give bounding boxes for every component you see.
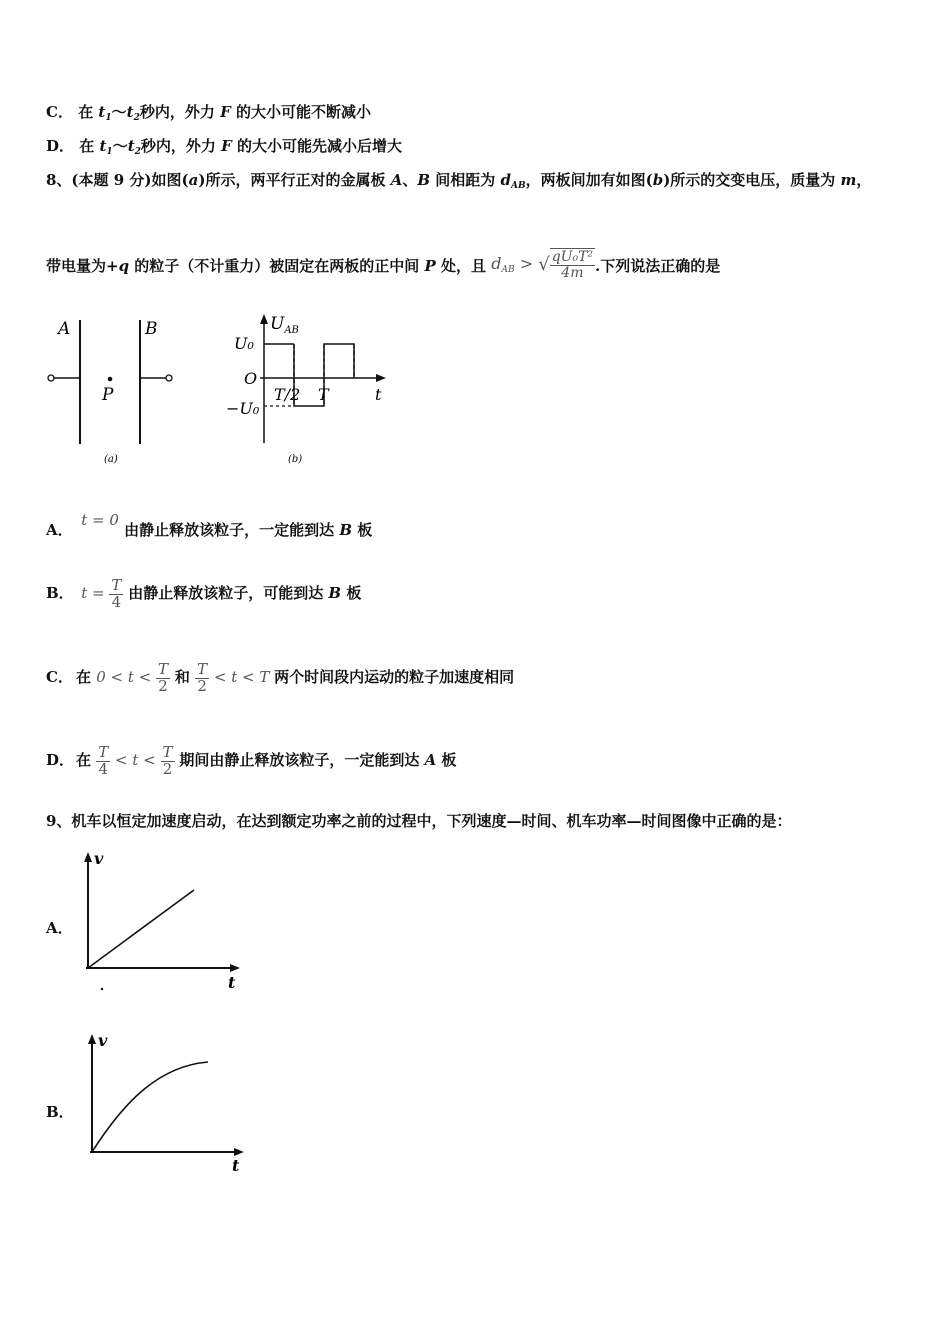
label-t: t (232, 1156, 240, 1175)
t-axis-arrow (230, 964, 240, 972)
q8-option-a[interactable]: A． t = 0 由静止释放该粒子，一定能到达 B 板 (46, 498, 372, 552)
q8-option-d[interactable]: D． 在 $\frac{T}{4}$ < t < $\frac{T}{2}$ 期间由静止释放该粒子，一定能到达 A 板 (46, 727, 456, 793)
terminal-b (166, 375, 172, 381)
label-t-axis: t (375, 385, 382, 404)
terminal-a (48, 375, 54, 381)
q9-stem: 9、机车以恒定加速度启动，在达到额定功率之前的过程中，下列速度—时间、机车功率—时间图像中正确的是： (46, 812, 792, 830)
v-axis-arrow (88, 1034, 96, 1044)
linear-curve (88, 890, 194, 968)
label-half-period: T/2 (274, 385, 301, 404)
label-u-axis: $U_{AB}$ (270, 314, 299, 336)
label-period: T (318, 385, 329, 404)
label-t: t (228, 973, 236, 992)
particle-p-dot (108, 377, 113, 382)
q7-option-d[interactable]: D． 在 $t_1\sim t_2$秒内，外力 F 的大小可能先减小后增大 (46, 137, 403, 157)
label-v: v (98, 1031, 108, 1050)
option-c-formula-1: 0 < t < $\frac{T}{2}$ (96, 659, 169, 695)
q9-option-a-label[interactable]: A． (46, 919, 73, 937)
label-plate-b: B (145, 319, 158, 339)
q9-option-b-label[interactable]: B． (46, 1103, 74, 1121)
curved-curve (92, 1062, 208, 1152)
option-label: A． (46, 521, 73, 539)
stray-dot (101, 988, 103, 990)
label-origin: O (244, 369, 258, 388)
figure-b-voltage-graph (220, 310, 400, 470)
condition-formula: dAB > √ $\frac{\text{qU₀T²}}{4m}$ (491, 236, 595, 298)
option-label: C． (46, 668, 73, 686)
y-axis-arrow (260, 314, 268, 324)
v-axis-arrow (84, 852, 92, 862)
option-label: D． (46, 137, 75, 155)
caption-b: (b) (288, 454, 303, 465)
caption-a: (a) (104, 454, 118, 465)
q8-stem-line1: 8、(本题 9 分)如图(a)所示，两平行正对的金属板 A、B 间相距为 $d_{AB}$，两板间加有如图(b)所示的交变电压，质量为 m， (46, 171, 872, 191)
option-c-formula-2: $\frac{T}{2}$ < t < T (197, 659, 270, 695)
option-label: B． (46, 584, 74, 602)
q8-option-b[interactable]: B． t = $\frac{T}{4}$ 由静止释放该粒子，可能到达 B 板 (46, 562, 361, 624)
q9-option-b-graph[interactable] (80, 1030, 260, 1180)
label-neg-u0: −U₀ (226, 399, 260, 418)
q8-stem-line2: 带电量为+q 的粒子（不计重力）被固定在两板的正中间 P 处，且 dAB > √ $\frac{\text{qU₀T²}}{4m}$ .下列说法正确的是 (46, 236, 720, 292)
option-a-formula: t = 0 (81, 511, 119, 529)
label-particle-p: P (102, 385, 114, 405)
q7-option-c[interactable]: C． 在 $t_1\sim t_2$秒内，外力 F 的大小可能不断减小 (46, 103, 371, 123)
label-plate-a: A (58, 319, 71, 339)
sqrt-fraction: $\frac{\text{qU₀T²}}{4m}$ (551, 249, 594, 281)
t-axis-arrow (234, 1148, 244, 1156)
option-b-formula: t = $\frac{T}{4}$ (81, 575, 122, 611)
option-d-formula: $\frac{T}{4}$ < t < $\frac{T}{2}$ (98, 742, 173, 778)
sqrt-sign: √ (538, 253, 550, 275)
q9-option-a-graph[interactable] (78, 848, 258, 998)
label-v: v (94, 849, 104, 868)
option-label: D． (46, 751, 75, 769)
figure-a-plates (44, 312, 184, 472)
label-u0: U₀ (234, 334, 254, 353)
q8-option-c[interactable]: C． 在 0 < t < $\frac{T}{2}$ 和 $\frac{T}{2}$ < t < T 两个时间段内运动的粒子加速度相同 (46, 644, 514, 710)
x-axis-arrow (376, 374, 386, 382)
option-label: C． (46, 103, 73, 121)
